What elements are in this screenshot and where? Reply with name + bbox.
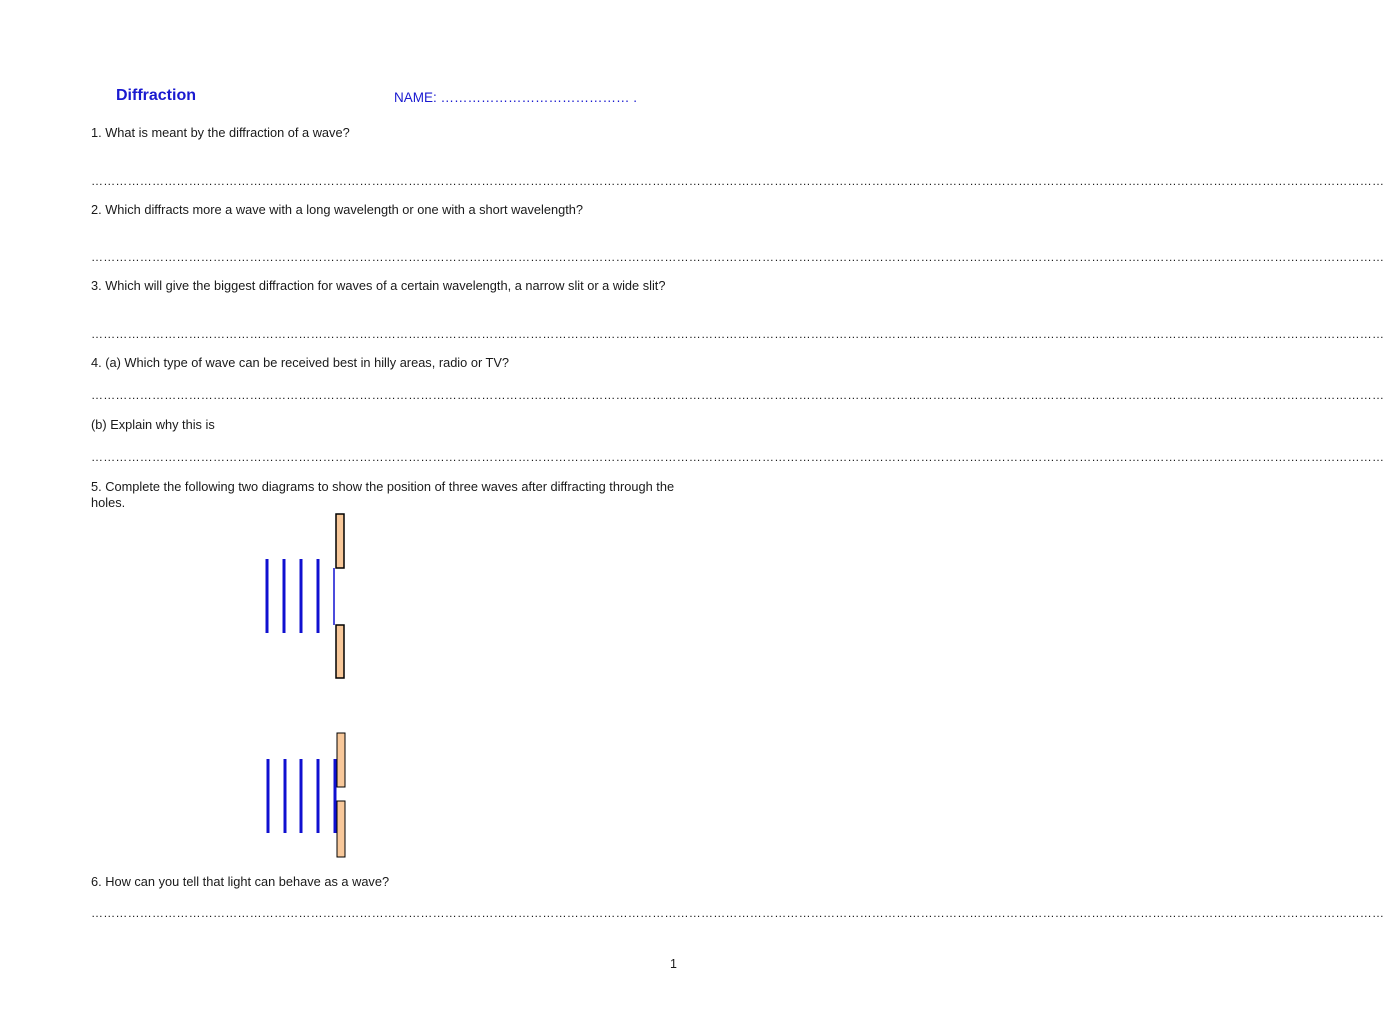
page-title: Diffraction <box>116 87 196 104</box>
barrier-bottom <box>336 625 344 678</box>
question-4b: (b) Explain why this is <box>91 417 215 432</box>
question-3: 3. Which will give the biggest diffraction for waves of a certain wavelength, a narrow slit or a wide slit? <box>91 278 666 293</box>
question-6: 6. How can you tell that light can behave as a wave? <box>91 874 390 889</box>
barrier-bottom <box>337 801 345 857</box>
question-4a: 4. (a) Which type of wave can be received best in hilly areas, radio or TV? <box>91 355 509 370</box>
name-field[interactable]: NAME: …………………………………… . <box>394 90 638 105</box>
answer-line-1[interactable]: ………………………………………………………………………………………………………………………………………………………………………………………………………………………………………………………………………………………… <box>91 174 1384 188</box>
question-5: 5. Complete the following two diagrams to show the position of three waves after diffracting through the holes. <box>91 479 675 510</box>
answer-line-4a[interactable]: ………………………………………………………………………………………………………………………………………………………………………………………………………………………………………………………………………………………… <box>91 388 1384 402</box>
answer-line-6[interactable]: ………………………………………………………………………………………………………………………………………………………………………………………………………………………………………………………………………………………… <box>91 906 1384 920</box>
diagram-wide-gap <box>267 514 344 678</box>
answer-line-2[interactable]: ………………………………………………………………………………………………………………………………………………………………………………………………………………………………………………………………………………………… <box>91 250 1384 264</box>
question-1: 1. What is meant by the diffraction of a wave? <box>91 125 350 140</box>
page-number: 1 <box>670 957 677 971</box>
answer-line-4b[interactable]: ………………………………………………………………………………………………………………………………………………………………………………………………………………………………………………………………………………………… <box>91 450 1384 464</box>
answer-line-3[interactable]: ………………………………………………………………………………………………………………………………………………………………………………………………………………………………………………………………………………………… <box>91 327 1384 341</box>
diagram-narrow-gap <box>268 733 345 857</box>
question-2: 2. Which diffracts more a wave with a long wavelength or one with a short wavelength? <box>91 202 583 217</box>
barrier-top <box>337 733 345 787</box>
barrier-top <box>336 514 344 568</box>
